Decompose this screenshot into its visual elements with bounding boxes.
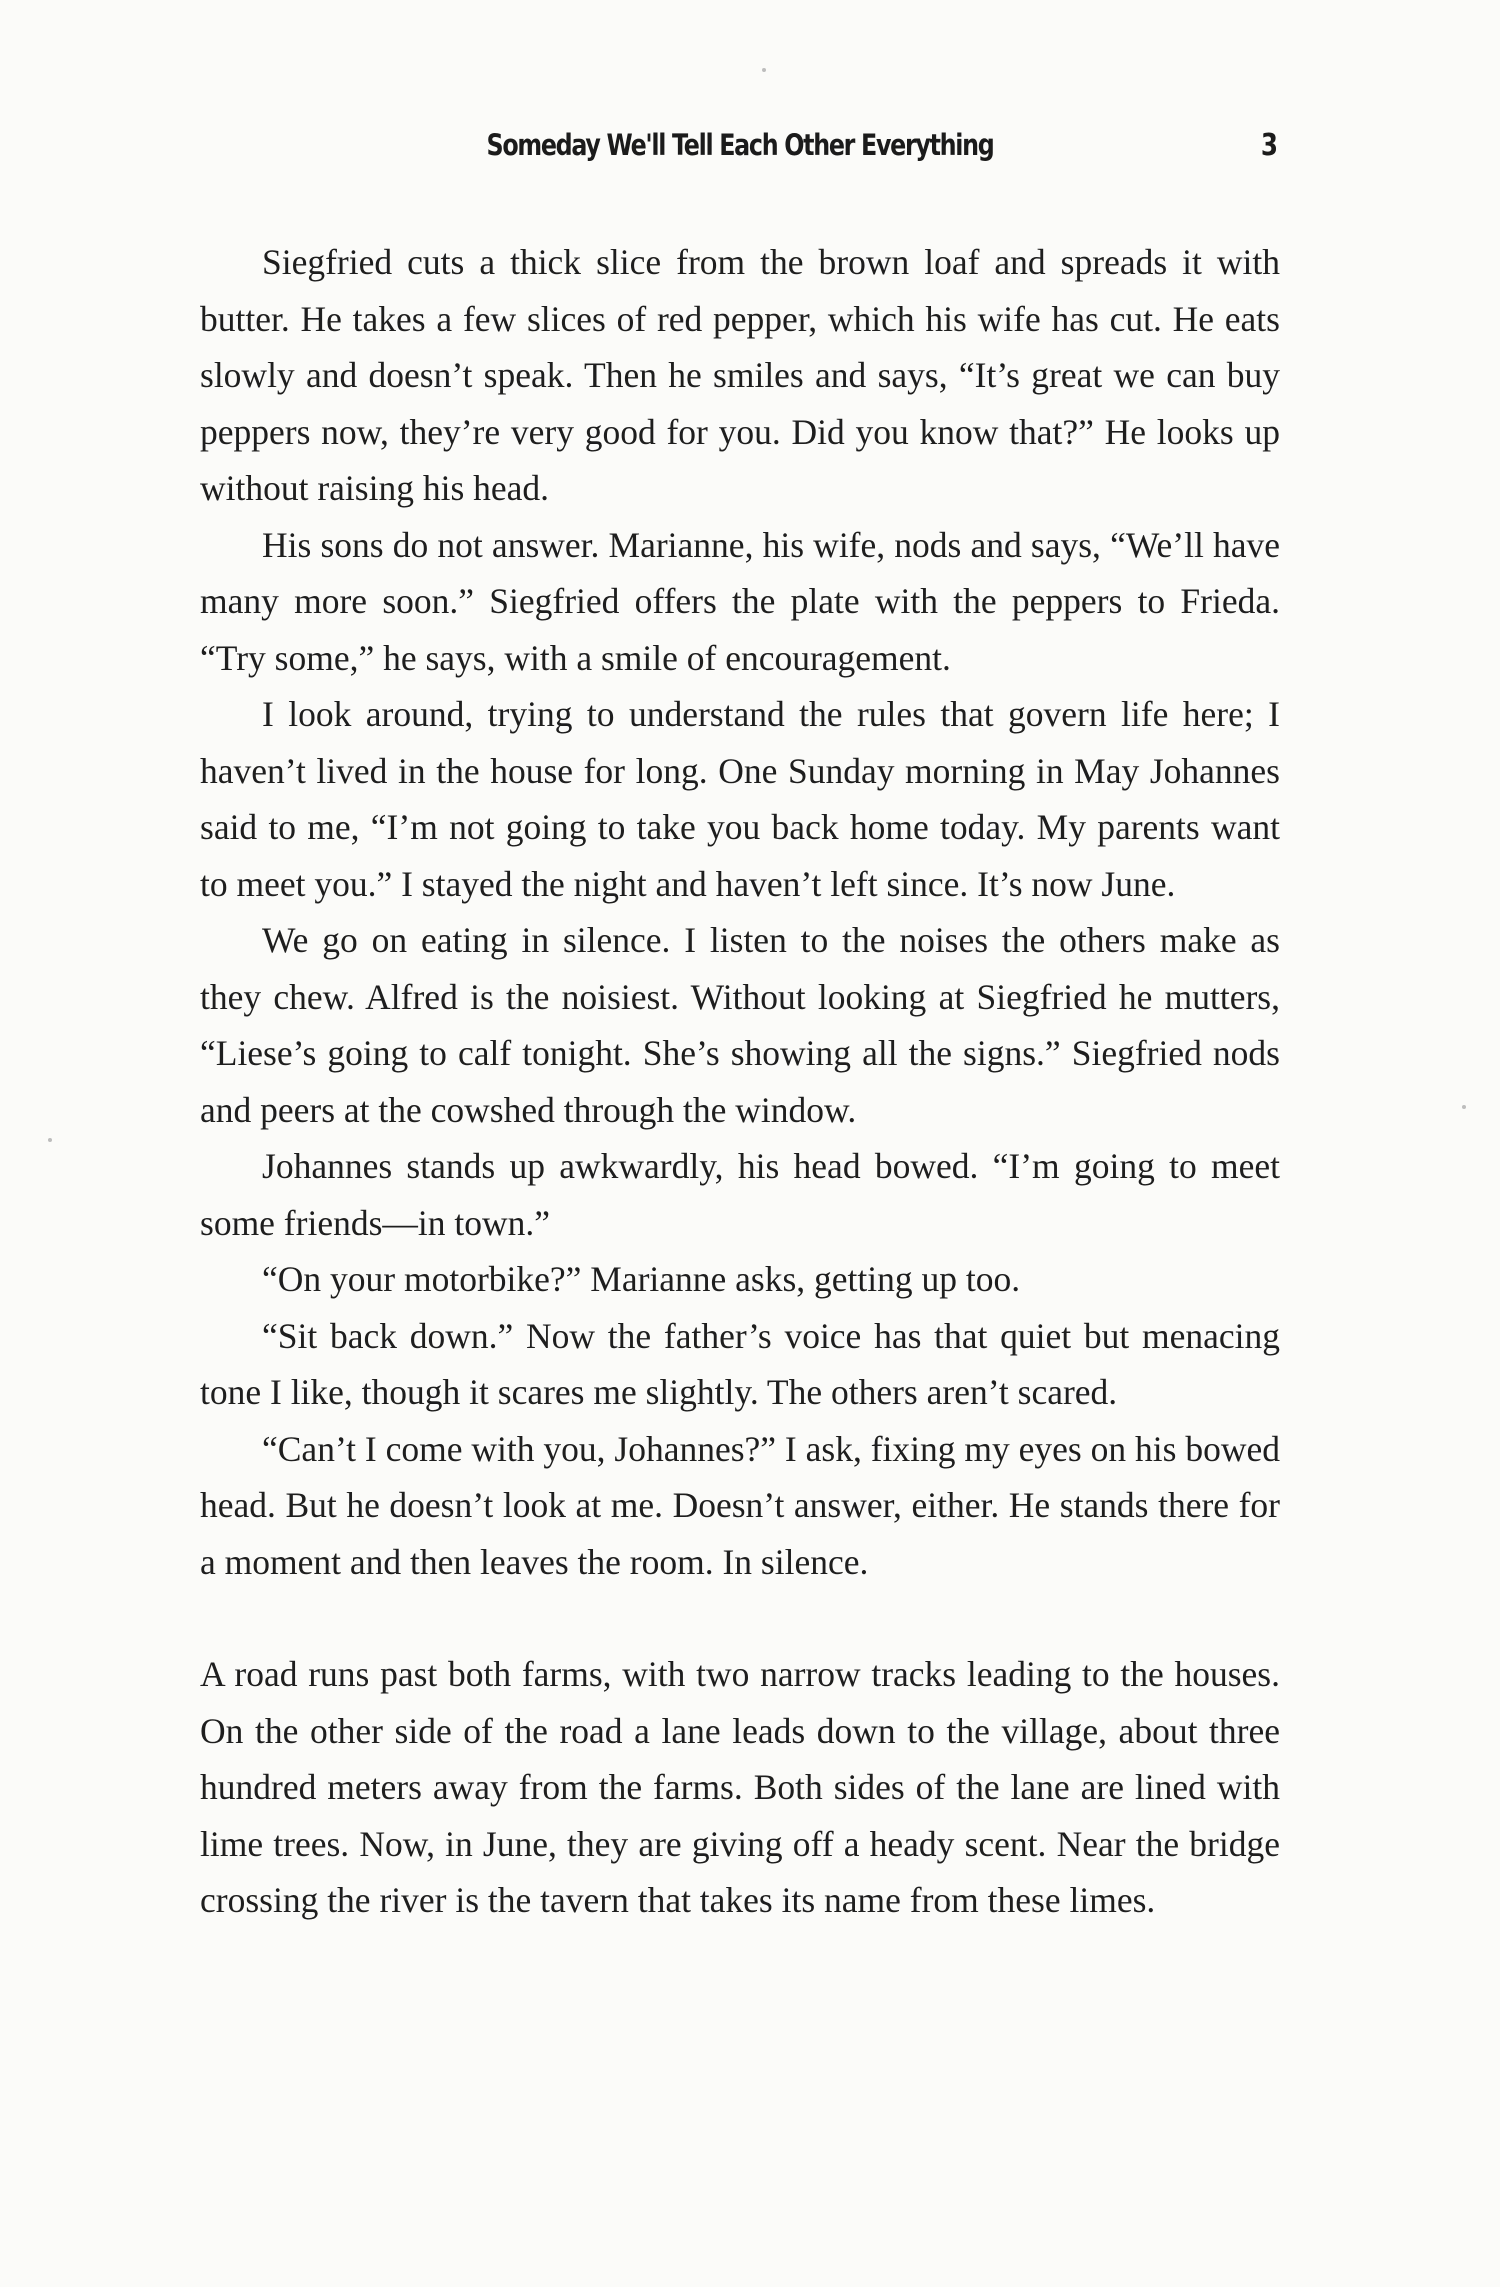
section-break [200,1590,1280,1646]
paragraph: I look around, trying to understand the rules that govern life here; I haven’t lived in the house for long. One Sunday morning in May Johannes said to me, “I’m not going to take you back home today. My parents want to meet you.” I stayed the night and haven’t left since. It’s now June. [200,694,1280,904]
paper-speck [1462,1105,1466,1109]
running-head [200,128,1280,178]
paragraph: “Sit back down.” Now the father’s voice has that quiet but menacing tone I like, though it scares me slightly. The others aren’t scared. [200,1315,1280,1412]
running-head-title: Someday We'll Tell Each Other Everything [486,128,994,162]
paper-speck [762,68,766,72]
paragraph: Johannes stands up awkwardly, his head bowed. “I’m going to meet some friends—in town.” [200,1146,1280,1243]
body-text [200,234,1280,1929]
paragraph: Siegfried cuts a thick slice from the brown loaf and spreads it with butter. He takes a few slices of red pepper, which his wife has cut. He eats slowly and doesn’t speak. Then he smiles and says, “It’s great we can buy peppers now, they’re very good for you. Did you know that?” He looks up without raising his head. [200,242,1280,508]
paragraph: We go on eating in silence. I listen to the noises the others make as they chew. Alfred is the noisiest. Without looking at Siegfried he mutters, “Liese’s going to calf tonight. She’s showing all the signs.” Siegfried nods and peers at the cowshed through the window. [200,920,1280,1130]
paragraph: “On your motorbike?” Marianne asks, getting up too. [262,1259,1021,1299]
paper-speck [48,1138,52,1142]
page-number: 3 [1261,128,1279,163]
paragraph: His sons do not answer. Marianne, his wife, nods and says, “We’ll have many more soon.” Siegfried offers the plate with the peppers to Frieda. “Try some,” he says, with a smile of encouragement. [200,524,1280,678]
paragraph: “Can’t I come with you, Johannes?” I ask, fixing my eyes on his bowed head. But he doesn’t look at me. Doesn’t answer, either. He stands there for a moment and then leaves the room. In silence. [200,1428,1280,1582]
paragraph-section-start: A road runs past both farms, with two narrow tracks leading to the houses. On the other side of the road a lane leads down to the village, about three hundred meters away from the farms. Both sides of the lane are lined with lime trees. Now, in June, they are giving off a heady scent. Near the bridge crossing the river is the tavern that takes its name from these limes. [200,1654,1280,1920]
